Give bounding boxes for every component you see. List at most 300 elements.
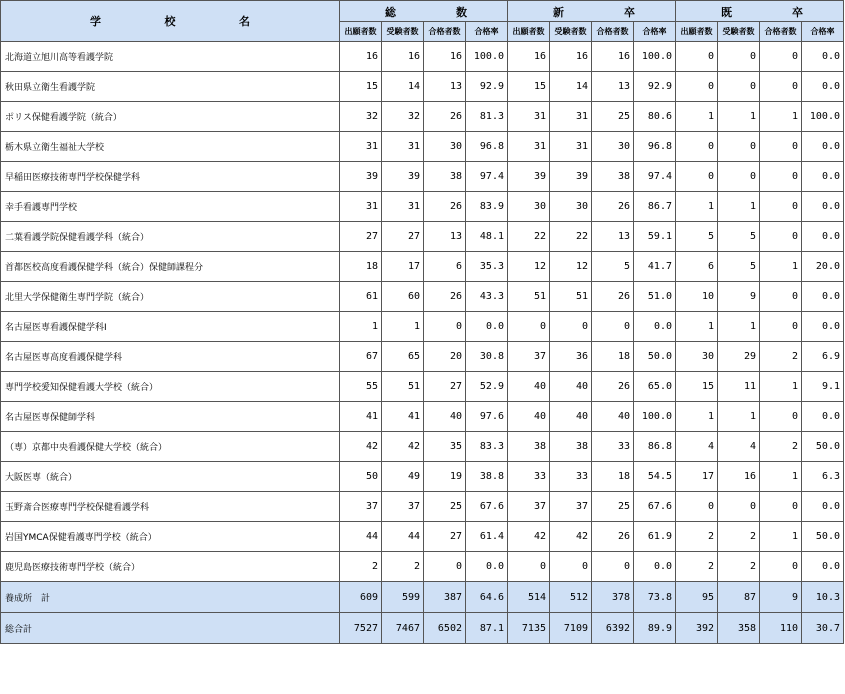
value-cell: 5	[718, 252, 760, 282]
value-cell: 97.4	[634, 162, 676, 192]
value-cell: 44	[340, 522, 382, 552]
value-cell: 30	[424, 132, 466, 162]
value-cell: 2	[760, 432, 802, 462]
value-cell: 15	[508, 72, 550, 102]
school-name-cell: 秋田県立衛生看護学院	[1, 72, 340, 102]
value-cell: 38	[424, 162, 466, 192]
value-cell: 59.1	[634, 222, 676, 252]
value-cell: 9.1	[802, 372, 844, 402]
value-cell: 514	[508, 582, 550, 613]
value-cell: 2	[340, 552, 382, 582]
value-cell: 26	[592, 282, 634, 312]
subcolumn-header: 受験者数	[382, 22, 424, 42]
subcolumn-header: 合格者数	[592, 22, 634, 42]
table-row	[1, 192, 844, 222]
value-cell: 0.0	[802, 162, 844, 192]
value-cell: 0.0	[634, 312, 676, 342]
value-cell: 0	[424, 552, 466, 582]
value-cell: 41	[340, 402, 382, 432]
value-cell: 0	[718, 162, 760, 192]
value-cell: 55	[340, 372, 382, 402]
subcolumn-header: 受験者数	[550, 22, 592, 42]
value-cell: 6392	[592, 613, 634, 644]
value-cell: 599	[382, 582, 424, 613]
value-cell: 37	[382, 492, 424, 522]
value-cell: 0	[718, 72, 760, 102]
value-cell: 0	[676, 72, 718, 102]
value-cell: 87	[718, 582, 760, 613]
value-cell: 6502	[424, 613, 466, 644]
value-cell: 60	[382, 282, 424, 312]
value-cell: 1	[760, 252, 802, 282]
value-cell: 25	[592, 102, 634, 132]
value-cell: 16	[550, 42, 592, 72]
value-cell: 50.0	[802, 432, 844, 462]
value-cell: 51	[382, 372, 424, 402]
value-cell: 37	[508, 492, 550, 522]
value-cell: 97.6	[466, 402, 508, 432]
value-cell: 1	[676, 312, 718, 342]
value-cell: 83.9	[466, 192, 508, 222]
value-cell: 32	[340, 102, 382, 132]
value-cell: 1	[718, 312, 760, 342]
total-row	[1, 582, 844, 613]
value-cell: 1	[760, 462, 802, 492]
value-cell: 65.0	[634, 372, 676, 402]
value-cell: 1	[760, 102, 802, 132]
value-cell: 61.4	[466, 522, 508, 552]
school-name-cell: 専門学校愛知保健看護大学校（統合）	[1, 372, 340, 402]
value-cell: 11	[718, 372, 760, 402]
value-cell: 48.1	[466, 222, 508, 252]
value-cell: 4	[676, 432, 718, 462]
school-name-header	[1, 1, 340, 42]
value-cell: 38	[550, 432, 592, 462]
value-cell: 18	[592, 462, 634, 492]
value-cell: 42	[382, 432, 424, 462]
value-cell: 89.9	[634, 613, 676, 644]
value-cell: 0	[760, 312, 802, 342]
value-cell: 38	[592, 162, 634, 192]
value-cell: 25	[424, 492, 466, 522]
value-cell: 4	[718, 432, 760, 462]
value-cell: 0	[718, 132, 760, 162]
table-row	[1, 222, 844, 252]
value-cell: 40	[508, 402, 550, 432]
value-cell: 0	[676, 162, 718, 192]
value-cell: 0.0	[802, 282, 844, 312]
group-header-total: 総 数	[340, 1, 508, 22]
value-cell: 100.0	[802, 102, 844, 132]
value-cell: 50.0	[802, 522, 844, 552]
value-cell: 97.4	[466, 162, 508, 192]
value-cell: 39	[382, 162, 424, 192]
value-cell: 33	[592, 432, 634, 462]
value-cell: 2	[382, 552, 424, 582]
value-cell: 50	[340, 462, 382, 492]
value-cell: 0.0	[802, 402, 844, 432]
value-cell: 2	[718, 552, 760, 582]
value-cell: 378	[592, 582, 634, 613]
value-cell: 32	[382, 102, 424, 132]
school-name-cell: 名古屋医専看護保健学科Ⅰ	[1, 312, 340, 342]
value-cell: 27	[424, 372, 466, 402]
value-cell: 1	[676, 102, 718, 132]
value-cell: 25	[592, 492, 634, 522]
value-cell: 26	[592, 522, 634, 552]
value-cell: 0	[760, 492, 802, 522]
subcolumn-header: 合格率	[802, 22, 844, 42]
school-name-cell: 鹿児島医療技術専門学校（統合）	[1, 552, 340, 582]
school-name-cell: 名古屋医専保健師学科	[1, 402, 340, 432]
value-cell: 0	[718, 42, 760, 72]
value-cell: 0.0	[466, 312, 508, 342]
value-cell: 16	[508, 42, 550, 72]
value-cell: 95	[676, 582, 718, 613]
value-cell: 29	[718, 342, 760, 372]
value-cell: 0	[760, 282, 802, 312]
value-cell: 6.9	[802, 342, 844, 372]
value-cell: 35	[424, 432, 466, 462]
value-cell: 13	[424, 222, 466, 252]
value-cell: 0	[676, 132, 718, 162]
table-row	[1, 252, 844, 282]
value-cell: 7109	[550, 613, 592, 644]
value-cell: 27	[382, 222, 424, 252]
school-name-cell: 北海道立旭川高等看護学院	[1, 42, 340, 72]
table-row	[1, 492, 844, 522]
table-row	[1, 162, 844, 192]
subcolumn-header: 合格率	[634, 22, 676, 42]
value-cell: 26	[424, 102, 466, 132]
school-name-cell: 幸手看護専門学校	[1, 192, 340, 222]
value-cell: 100.0	[634, 402, 676, 432]
value-cell: 38	[508, 432, 550, 462]
value-cell: 67	[340, 342, 382, 372]
value-cell: 2	[718, 522, 760, 552]
value-cell: 92.9	[466, 72, 508, 102]
value-cell: 13	[592, 222, 634, 252]
value-cell: 7527	[340, 613, 382, 644]
value-cell: 7467	[382, 613, 424, 644]
value-cell: 33	[508, 462, 550, 492]
value-cell: 6	[424, 252, 466, 282]
value-cell: 67.6	[634, 492, 676, 522]
value-cell: 40	[550, 372, 592, 402]
school-name-cell: 早稲田医療技術専門学校保健学科	[1, 162, 340, 192]
value-cell: 51	[550, 282, 592, 312]
value-cell: 37	[550, 492, 592, 522]
value-cell: 0	[760, 72, 802, 102]
value-cell: 100.0	[466, 42, 508, 72]
value-cell: 16	[718, 462, 760, 492]
value-cell: 92.9	[634, 72, 676, 102]
value-cell: 31	[508, 132, 550, 162]
total-row	[1, 613, 844, 644]
table-row	[1, 132, 844, 162]
value-cell: 15	[676, 372, 718, 402]
value-cell: 44	[382, 522, 424, 552]
value-cell: 16	[382, 42, 424, 72]
school-name-header-char: 学	[90, 15, 101, 28]
value-cell: 30	[508, 192, 550, 222]
value-cell: 0.0	[802, 42, 844, 72]
value-cell: 50.0	[634, 342, 676, 372]
value-cell: 0.0	[466, 552, 508, 582]
value-cell: 19	[424, 462, 466, 492]
school-name-header-char: 校	[164, 15, 176, 28]
table-row	[1, 402, 844, 432]
value-cell: 0	[760, 132, 802, 162]
value-cell: 26	[424, 282, 466, 312]
value-cell: 5	[676, 222, 718, 252]
value-cell: 9	[718, 282, 760, 312]
value-cell: 26	[424, 192, 466, 222]
value-cell: 39	[340, 162, 382, 192]
table-row	[1, 462, 844, 492]
school-name-cell: 大阪医専（統合）	[1, 462, 340, 492]
value-cell: 30.7	[802, 613, 844, 644]
value-cell: 96.8	[634, 132, 676, 162]
value-cell: 31	[550, 102, 592, 132]
value-cell: 26	[592, 372, 634, 402]
value-cell: 43.3	[466, 282, 508, 312]
value-cell: 17	[382, 252, 424, 282]
subcolumn-header: 出願者数	[676, 22, 718, 42]
value-cell: 18	[592, 342, 634, 372]
value-cell: 96.8	[466, 132, 508, 162]
value-cell: 6	[676, 252, 718, 282]
table-row	[1, 102, 844, 132]
value-cell: 17	[676, 462, 718, 492]
value-cell: 61.9	[634, 522, 676, 552]
subcolumn-header: 合格率	[466, 22, 508, 42]
table-row	[1, 372, 844, 402]
value-cell: 0	[676, 42, 718, 72]
value-cell: 1	[760, 372, 802, 402]
table-row	[1, 432, 844, 462]
value-cell: 52.9	[466, 372, 508, 402]
value-cell: 49	[382, 462, 424, 492]
value-cell: 31	[340, 132, 382, 162]
subcolumn-header: 合格者数	[424, 22, 466, 42]
value-cell: 0	[760, 192, 802, 222]
value-cell: 36	[550, 342, 592, 372]
value-cell: 0.0	[802, 552, 844, 582]
value-cell: 40	[424, 402, 466, 432]
table-row	[1, 72, 844, 102]
value-cell: 1	[718, 402, 760, 432]
school-name-cell: 玉野斎合医療専門学校保健看護学科	[1, 492, 340, 522]
value-cell: 13	[592, 72, 634, 102]
value-cell: 0.0	[802, 312, 844, 342]
school-name-cell: 栃木県立衛生福祉大学校	[1, 132, 340, 162]
value-cell: 39	[508, 162, 550, 192]
value-cell: 26	[592, 192, 634, 222]
school-name-cell: 総合計	[1, 613, 340, 644]
value-cell: 65	[382, 342, 424, 372]
school-name-cell: 岩国YMCA保健看護専門学校（統合）	[1, 522, 340, 552]
value-cell: 15	[340, 72, 382, 102]
value-cell: 33	[550, 462, 592, 492]
value-cell: 14	[550, 72, 592, 102]
value-cell: 0.0	[802, 72, 844, 102]
value-cell: 37	[340, 492, 382, 522]
school-name-cell: 名古屋医専高度看護保健学科	[1, 342, 340, 372]
subcolumn-header: 受験者数	[718, 22, 760, 42]
value-cell: 392	[676, 613, 718, 644]
value-cell: 1	[382, 312, 424, 342]
value-cell: 0	[760, 162, 802, 192]
value-cell: 30	[592, 132, 634, 162]
value-cell: 0	[508, 552, 550, 582]
value-cell: 30	[550, 192, 592, 222]
value-cell: 0.0	[802, 222, 844, 252]
value-cell: 5	[718, 222, 760, 252]
value-cell: 16	[424, 42, 466, 72]
table-row	[1, 522, 844, 552]
value-cell: 7135	[508, 613, 550, 644]
value-cell: 31	[382, 192, 424, 222]
subcolumn-header: 出願者数	[508, 22, 550, 42]
value-cell: 1	[340, 312, 382, 342]
value-cell: 0	[760, 552, 802, 582]
value-cell: 0	[508, 312, 550, 342]
table-body	[1, 42, 844, 644]
value-cell: 14	[382, 72, 424, 102]
value-cell: 40	[592, 402, 634, 432]
value-cell: 38.8	[466, 462, 508, 492]
value-cell: 42	[550, 522, 592, 552]
value-cell: 40	[550, 402, 592, 432]
school-name-cell: 二葉看護学院保健看護学科（統合）	[1, 222, 340, 252]
value-cell: 22	[508, 222, 550, 252]
value-cell: 12	[550, 252, 592, 282]
value-cell: 2	[676, 522, 718, 552]
value-cell: 609	[340, 582, 382, 613]
value-cell: 1	[760, 522, 802, 552]
value-cell: 67.6	[466, 492, 508, 522]
table-row	[1, 312, 844, 342]
school-name-cell: 養成所 計	[1, 582, 340, 613]
value-cell: 0	[592, 312, 634, 342]
value-cell: 0	[760, 42, 802, 72]
value-cell: 0	[550, 552, 592, 582]
value-cell: 41.7	[634, 252, 676, 282]
value-cell: 0	[760, 402, 802, 432]
value-cell: 73.8	[634, 582, 676, 613]
group-header-prev-grad: 既 卒	[676, 1, 844, 22]
value-cell: 20	[424, 342, 466, 372]
value-cell: 0.0	[802, 132, 844, 162]
value-cell: 31	[508, 102, 550, 132]
value-cell: 0	[550, 312, 592, 342]
value-cell: 31	[382, 132, 424, 162]
value-cell: 1	[718, 192, 760, 222]
value-cell: 0	[592, 552, 634, 582]
value-cell: 31	[550, 132, 592, 162]
value-cell: 40	[508, 372, 550, 402]
value-cell: 42	[508, 522, 550, 552]
value-cell: 12	[508, 252, 550, 282]
value-cell: 30	[676, 342, 718, 372]
school-name-header-char: 名	[239, 15, 250, 28]
value-cell: 16	[592, 42, 634, 72]
value-cell: 80.6	[634, 102, 676, 132]
value-cell: 27	[340, 222, 382, 252]
table-row	[1, 42, 844, 72]
value-cell: 13	[424, 72, 466, 102]
value-cell: 1	[676, 402, 718, 432]
value-cell: 39	[550, 162, 592, 192]
value-cell: 0	[760, 222, 802, 252]
value-cell: 41	[382, 402, 424, 432]
value-cell: 37	[508, 342, 550, 372]
value-cell: 30.8	[466, 342, 508, 372]
value-cell: 6.3	[802, 462, 844, 492]
value-cell: 0.0	[802, 192, 844, 222]
value-cell: 42	[340, 432, 382, 462]
value-cell: 5	[592, 252, 634, 282]
value-cell: 64.6	[466, 582, 508, 613]
value-cell: 10	[676, 282, 718, 312]
value-cell: 51.0	[634, 282, 676, 312]
value-cell: 100.0	[634, 42, 676, 72]
school-name-cell: （専）京都中央看護保健大学校（統合）	[1, 432, 340, 462]
value-cell: 0	[676, 492, 718, 522]
table-row	[1, 552, 844, 582]
value-cell: 2	[760, 342, 802, 372]
value-cell: 22	[550, 222, 592, 252]
value-cell: 9	[760, 582, 802, 613]
table-row	[1, 342, 844, 372]
value-cell: 86.8	[634, 432, 676, 462]
value-cell: 2	[676, 552, 718, 582]
school-name-cell: ポリス保健看護学院（統合）	[1, 102, 340, 132]
value-cell: 0.0	[634, 552, 676, 582]
value-cell: 86.7	[634, 192, 676, 222]
value-cell: 54.5	[634, 462, 676, 492]
value-cell: 27	[424, 522, 466, 552]
group-header-new-grad: 新 卒	[508, 1, 676, 22]
value-cell: 387	[424, 582, 466, 613]
table-row	[1, 282, 844, 312]
value-cell: 1	[718, 102, 760, 132]
value-cell: 51	[508, 282, 550, 312]
value-cell: 18	[340, 252, 382, 282]
value-cell: 20.0	[802, 252, 844, 282]
value-cell: 81.3	[466, 102, 508, 132]
value-cell: 87.1	[466, 613, 508, 644]
value-cell: 512	[550, 582, 592, 613]
value-cell: 1	[676, 192, 718, 222]
value-cell: 83.3	[466, 432, 508, 462]
value-cell: 35.3	[466, 252, 508, 282]
value-cell: 16	[340, 42, 382, 72]
value-cell: 0	[718, 492, 760, 522]
subcolumn-header: 出願者数	[340, 22, 382, 42]
subcolumn-header: 合格者数	[760, 22, 802, 42]
school-name-cell: 首都医校高度看護保健学科（統合）保健師課程分	[1, 252, 340, 282]
school-name-cell: 北里大学保健衛生専門学院（統合）	[1, 282, 340, 312]
value-cell: 31	[340, 192, 382, 222]
value-cell: 61	[340, 282, 382, 312]
value-cell: 0	[424, 312, 466, 342]
value-cell: 0.0	[802, 492, 844, 522]
value-cell: 358	[718, 613, 760, 644]
value-cell: 110	[760, 613, 802, 644]
value-cell: 10.3	[802, 582, 844, 613]
